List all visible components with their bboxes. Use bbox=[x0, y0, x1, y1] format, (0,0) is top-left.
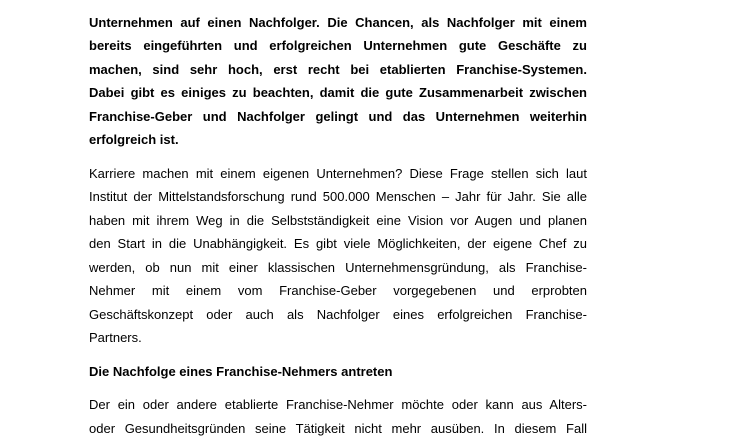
body-line: werden, ob nun mit einer klassischen Unternehmensgründung, als Franchise- bbox=[89, 256, 587, 280]
section-line: Der ein oder andere etablierte Franchise-Nehmer möchte oder kann aus Alters- bbox=[89, 393, 587, 417]
intro-line: Franchise-Geber und Nachfolger gelingt und das Unternehmen weiterhin bbox=[89, 105, 587, 129]
intro-line: erfolgreich ist. bbox=[89, 128, 587, 152]
body-line: haben mit ihrem Weg in die Selbstständigkeit eine Vision vor Augen und planen bbox=[89, 209, 587, 233]
section-line: oder Gesundheitsgründen seine Tätigkeit nicht mehr ausüben. In diesem Fall bbox=[89, 417, 587, 440]
section-paragraph bbox=[89, 393, 587, 440]
body-line: Institut der Mittelstandsforschung rund 500.000 Menschen – Jahr für Jahr. Sie alle bbox=[89, 185, 587, 209]
body-paragraph bbox=[89, 162, 587, 350]
intro-line: machen, sind sehr hoch, erst recht bei etablierten Franchise-Systemen. bbox=[89, 58, 587, 82]
intro-line: Unternehmen auf einen Nachfolger. Die Chancen, als Nachfolger mit einem bbox=[89, 11, 587, 35]
section-heading: Die Nachfolge eines Franchise-Nehmers antreten bbox=[89, 360, 587, 384]
intro-line: Dabei gibt es einiges zu beachten, damit die gute Zusammenarbeit zwischen bbox=[89, 81, 587, 105]
body-line: Nehmer mit einem vom Franchise-Geber vorgegebenen und erprobten bbox=[89, 279, 587, 303]
text-column bbox=[89, 0, 587, 440]
body-line: Geschäftskonzept oder auch als Nachfolger eines erfolgreichen Franchise- bbox=[89, 303, 587, 327]
body-line: den Start in die Unabhängigkeit. Es gibt viele Möglichkeiten, der eigene Chef zu bbox=[89, 232, 587, 256]
intro-line: bereits eingeführten und erfolgreichen Unternehmen gute Geschäfte zu bbox=[89, 34, 587, 58]
body-line: Partners. bbox=[89, 326, 587, 350]
body-line: Karriere machen mit einem eigenen Unternehmen? Diese Frage stellen sich laut bbox=[89, 162, 587, 186]
intro-paragraph bbox=[89, 0, 587, 152]
